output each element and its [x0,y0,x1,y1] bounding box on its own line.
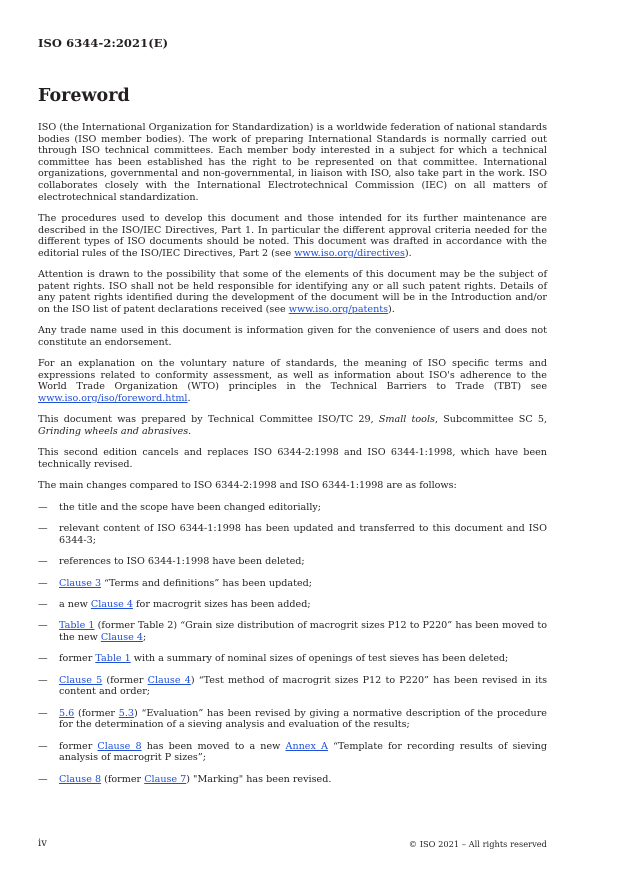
clause-4-link[interactable]: Clause 4 [147,674,191,686]
foreword-link[interactable]: www.iso.org/iso/foreword.html [38,393,188,405]
dash-marker: — [38,620,48,632]
list-item: — Clause 5 (former Clause 4) “Test method of macrogrit sizes P12 to P220” has been revised in its content and order; [38,674,547,698]
patents-link[interactable]: www.iso.org/patents [288,303,389,315]
clause-3-link[interactable]: Clause 3 [59,577,102,589]
list-item: — references to ISO 6344-1:1998 have been deleted; [38,556,305,568]
page-title: Foreword [38,86,130,106]
table-1-link[interactable]: Table 1 [59,620,95,632]
directives-link[interactable]: www.iso.org/directives [294,247,405,259]
list-item: — the title and the scope have been changed editorially; [38,501,322,513]
subclause-5-6-link[interactable]: 5.6 [59,707,75,719]
dash-marker: — [38,598,48,610]
dash-marker: — [38,577,48,589]
clause-5-link[interactable]: Clause 5 [59,674,103,686]
list-item: — Clause 8 (former Clause 7) "Marking" has been revised. [38,773,332,785]
table-1-link[interactable]: Table 1 [95,653,131,665]
copyright-notice: © ISO 2021 – All rights reserved [408,839,547,849]
dash-marker: — [38,707,48,719]
paragraph-patents: Attention is drawn to the possibility that some of the elements of this document may be the subject of patent rights. ISO shall not be held responsible for identifying any or all such patent rights. Details of any patent rights identified during the development of the document will be in the Introduction and/or on the ISO list of patent declarations received (see www.iso.org/patents). [38,269,547,315]
paragraph-procedures: The procedures used to develop this document and those intended for its further maintenance are described in the ISO/IEC Directives, Part 1. In particular the different approval criteria needed for the different types of ISO documents should be noted. This document was drafted in accordance with the editorial rules of the ISO/IEC Directives, Part 2 (see www.iso.org/directives). [38,212,547,259]
subclause-5-3-link[interactable]: 5.3 [118,707,135,719]
paragraph-main-changes-intro: The main changes compared to ISO 6344-2:1998 and ISO 6344-1:1998 are as follows: [38,480,457,492]
list-item: — relevant content of ISO 6344-1:1998 has been updated and transferred to this document and ISO 6344-3; [38,523,547,546]
list-item: — former Table 1 with a summary of nominal sizes of openings of test sieves has been deleted; [38,653,509,665]
list-item: — Clause 3 “Terms and definitions” has been updated; [38,577,312,589]
changes-list [38,502,547,785]
list-item: — Table 1 (former Table 2) “Grain size distribution of macrogrit sizes P12 to P220” has been moved to the new Clause 4; [38,620,547,643]
dash-marker: — [38,674,48,686]
clause-4-link[interactable]: Clause 4 [90,598,133,610]
list-item: — former Clause 8 has been moved to a new Annex A “Template for recording results of sieving analysis of macrogrit P sizes”; [38,740,547,764]
clause-4-link[interactable]: Clause 4 [100,631,143,643]
list-item: — a new Clause 4 for macrogrit sizes has been added; [38,598,311,610]
clause-8-link[interactable]: Clause 8 [97,740,142,752]
paragraph-iso-intro: ISO (the International Organization for Standardization) is a worldwide federation of national standards bodies (ISO member bodies). The work of preparing International Standards is normally carried out through ISO technical committees. Each member body interested in a subject for which a technical committee has been established has the right to be represented on that committee. International organizations, governmental and non-governmental, in liaison with ISO, also take part in the work. ISO collaborates closely with the International Electrotechnical Commission (IEC) on all matters of electrotechnical standardization. [38,122,547,203]
clause-7-link[interactable]: Clause 7 [144,773,187,785]
dash-marker: — [38,773,48,785]
paragraph-voluntary-nature: For an explanation on the voluntary nature of standards, the meaning of ISO specific terms and expressions related to conformity assessment, as well as information about ISO's adherence to the World Trade Organization (WTO) principles in the Technical Barriers to Trade (TBT) see www.iso.org/iso/foreword.html. [38,358,547,405]
page-number: iv [38,838,47,849]
list-item: — 5.6 (former 5.3) “Evaluation” has been revised by giving a normative description of the procedure for the determination of a sieving analysis and evaluation of the results; [38,707,547,731]
dash-marker: — [38,501,48,513]
paragraph-edition: This second edition cancels and replaces ISO 6344-2:1998 and ISO 6344-1:1998, which have been technically revised. [38,447,547,471]
dash-marker: — [38,523,48,535]
paragraph-committee: This document was prepared by Technical Committee ISO/TC 29, Small tools, Subcommittee SC 5, Grinding wheels and abrasives. [38,414,548,438]
dash-marker: — [38,740,48,752]
annex-a-link[interactable]: Annex A [285,740,328,752]
foreword-body [38,122,547,795]
document-id: ISO 6344-2:2021(E) [38,36,169,50]
dash-marker: — [38,556,48,568]
clause-8-link[interactable]: Clause 8 [59,773,102,785]
dash-marker: — [38,653,48,665]
paragraph-trade-name: Any trade name used in this document is information given for the convenience of users and does not constitute an endorsement. [38,325,547,348]
